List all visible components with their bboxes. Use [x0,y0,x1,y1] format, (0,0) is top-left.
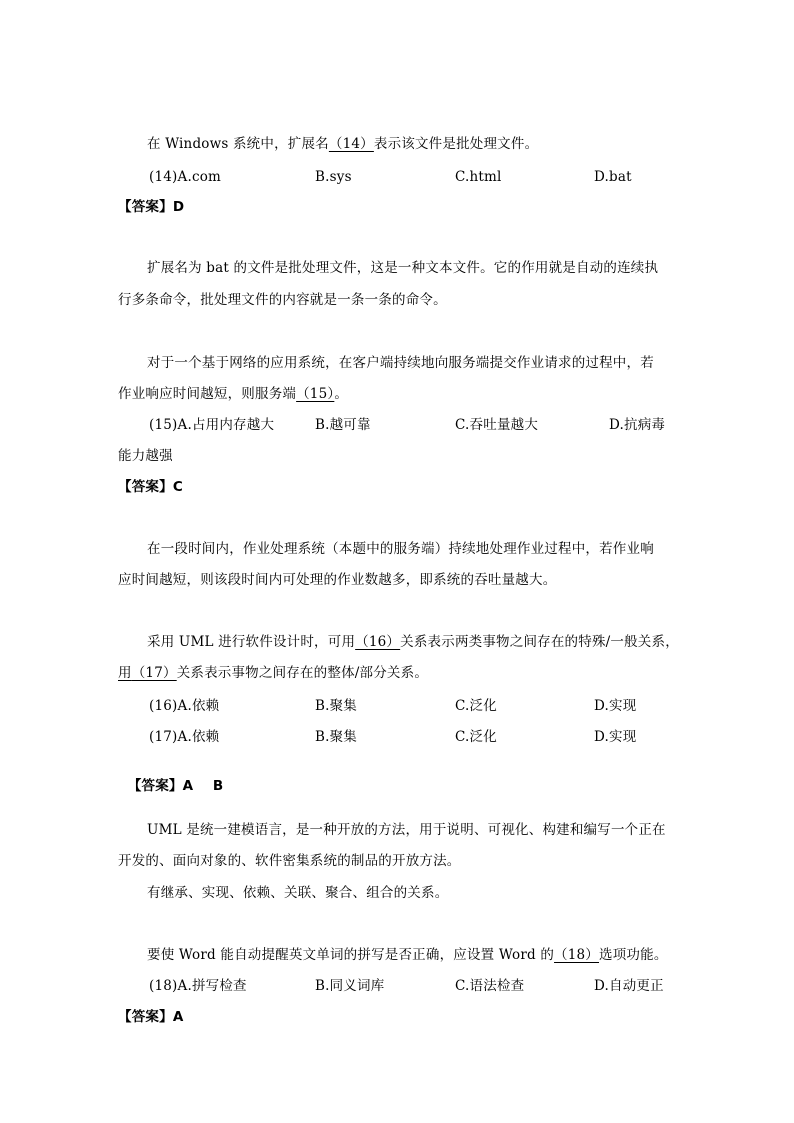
q14-blank: （14） [328,136,374,152]
q16-stem-line1: 采用 UML 进行软件设计时，可用（16）关系表示两类事物之间存在的特殊/一般关系， [147,634,679,650]
q14-explanation-line1: 扩展名为 bat 的文件是批处理文件，这是一种文本文件。它的作用就是自动的连续执 [147,260,659,276]
q15-stem-line2: 作业响应时间越短，则服务端（15）。 [118,386,349,402]
q14-explanation-line2: 行多条命令，批处理文件的内容就是一条一条的命令。 [118,292,447,308]
q15-blank: （15） [296,386,335,402]
q17-option-b: B.聚集 [315,729,358,745]
q16-explanation-line2: 开发的、面向对象的、软件密集系统的制品的开放方法。 [118,853,461,869]
q14-stem: 在 Windows 系统中，扩展名（14）表示该文件是批处理文件。 [147,136,539,152]
q17-option-a: (17)A.依赖 [149,729,220,745]
q15-option-a: (15)A.占用内存越大 [149,417,275,433]
q17-option-c: C.泛化 [455,729,497,745]
q17-option-d: D.实现 [594,729,637,745]
q15-explanation-line1: 在一段时间内，作业处理系统（本题中的服务端）持续地处理作业过程中，若作业响 [147,541,654,557]
q18-stem: 要使 Word 能自动提醒英文单词的拼写是否正确，应设置 Word 的（18）选项功能。 [147,947,668,963]
q16-option-d: D.实现 [594,698,637,714]
q16-explanation-line1: UML 是统一建模语言，是一种开放的方法，用于说明、可视化、构建和编写一个正在 [147,822,666,838]
q15-option-c: C.吞吐量越大 [455,417,539,433]
q15-stem-line1: 对于一个基于网络的应用系统，在客户端持续地向服务端提交作业请求的过程中，若 [147,355,654,371]
q16-option-c: C.泛化 [455,698,497,714]
q15-option-wrap: 能力越强 [118,448,173,464]
q14-answer: 【答案】D [118,199,185,215]
q16-answer: 【答案】A B [127,778,224,794]
q16-option-b: B.聚集 [315,698,358,714]
q14-option-d: D.bat [594,169,632,185]
q14-option-c: C.html [455,169,502,185]
q18-option-b: B.同义词库 [315,978,385,994]
q15-answer: 【答案】C [118,479,183,495]
q15-explanation-line2: 应时间越短，则该段时间内可处理的作业数越多，即系统的吞吐量越大。 [118,572,557,588]
q16-explanation-line3: 有继承、实现、依赖、关联、聚合、组合的关系。 [147,885,449,901]
q16-blank: （16） [355,634,401,650]
q16-option-a: (16)A.依赖 [149,698,220,714]
q17-blank: （17） [131,665,177,681]
q18-option-a: (18)A.拼写检查 [149,978,247,994]
q14-option-a: (14)A.com [149,169,222,185]
q14-option-b: B.sys [315,169,352,185]
q18-answer: 【答案】A [118,1009,184,1025]
q17-stem-line2: 用（17）关系表示事物之间存在的整体/部分关系。 [118,665,429,681]
q18-option-c: C.语法检查 [455,978,525,994]
q15-option-b: B.越可靠 [315,417,371,433]
q15-option-d: D.抗病毒 [609,417,666,433]
q18-blank: （18） [554,947,600,963]
q18-option-d: D.自动更正 [594,978,664,994]
